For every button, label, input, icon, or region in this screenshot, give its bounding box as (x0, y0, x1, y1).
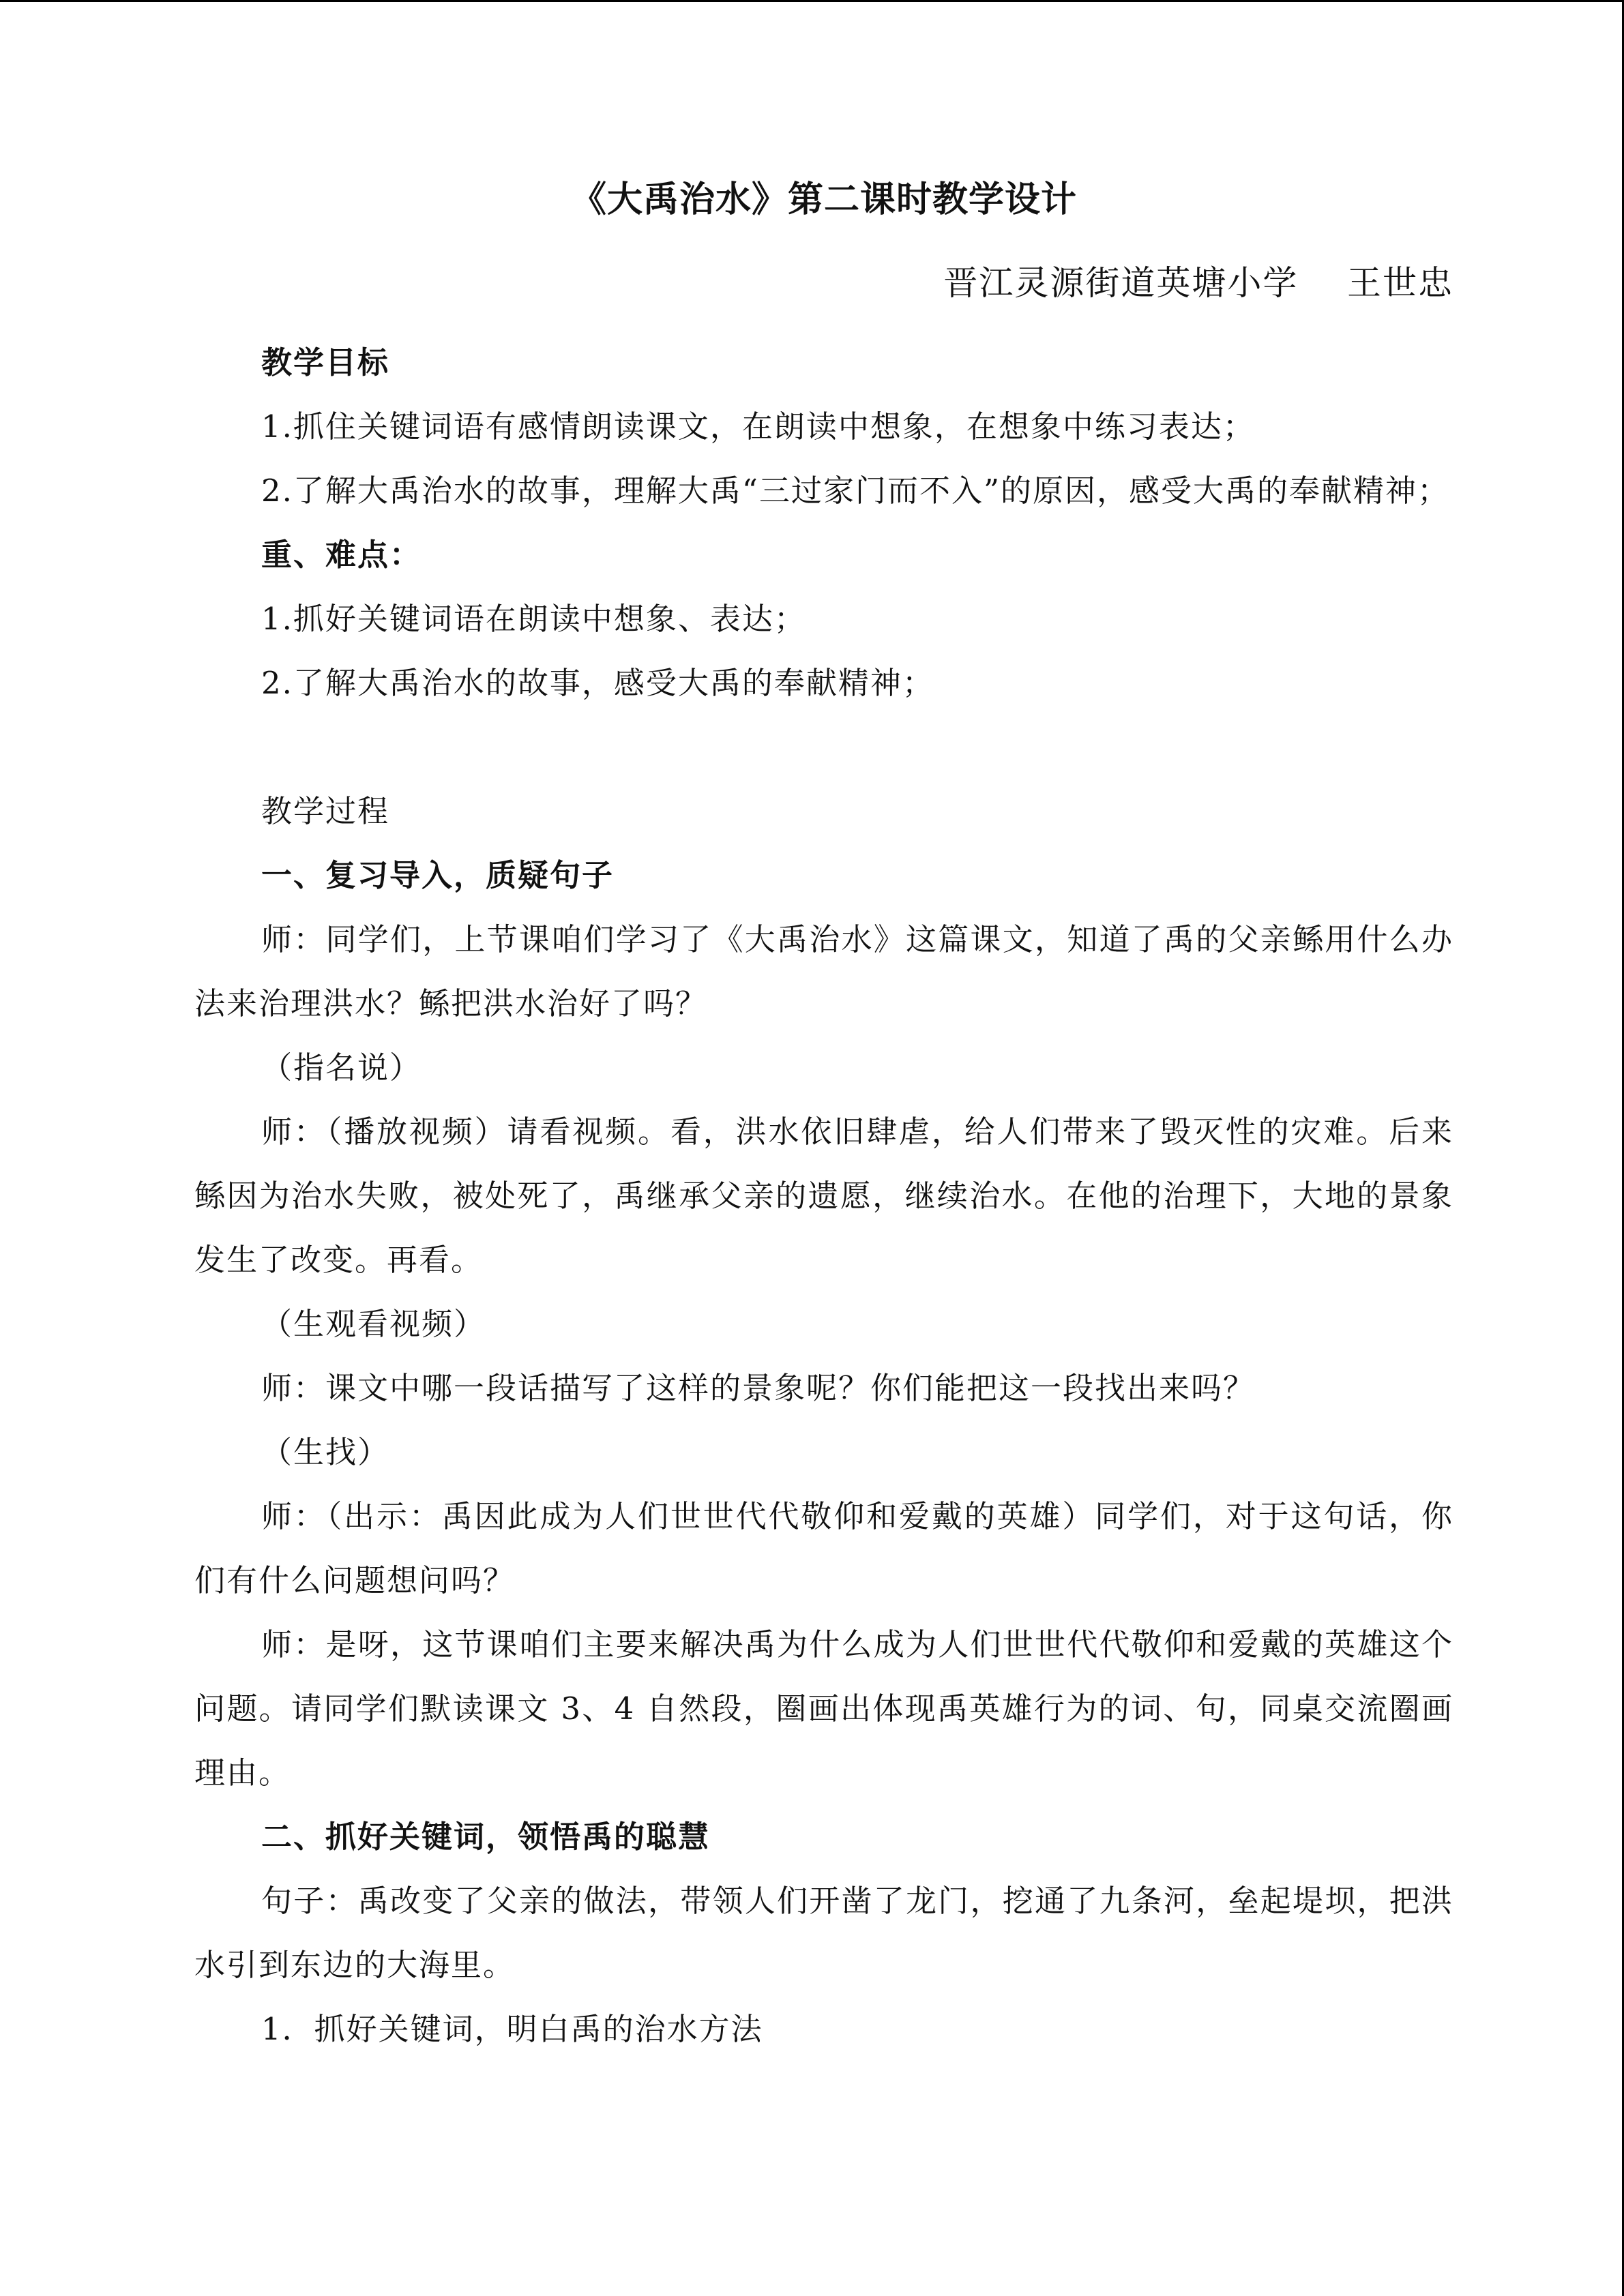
paragraph: 句子：禹改变了父亲的做法，带领人们开凿了龙门，挖通了九条河，垒起堤坝，把洪水引到东边的大海里。 (194, 1883, 1453, 1983)
author-line: 晋江灵源街道英塘小学 王世忠 (943, 263, 1453, 303)
part-two-heading: 二、抓好关键词，领悟禹的聪慧 (261, 1819, 711, 1855)
objective-1: 1.抓住关键词语有感情朗读课文，在朗读中想象，在想象中练习表达； (261, 408, 1255, 445)
paragraph: 师：（出示：禹因此成为人们世世代代敬仰和爱戴的英雄）同学们，对于这句话，你们有什么问题想问吗？ (194, 1498, 1453, 1598)
document-body (194, 331, 1453, 2061)
blank-line (194, 715, 1453, 779)
page-title: 《大禹治水》第二课时教学设计 (570, 179, 1077, 220)
paragraph: 1．抓好关键词，明白禹的治水方法 (261, 2011, 763, 2047)
section-heading-process: 教学过程 (261, 793, 390, 829)
section-heading-key-points: 重、难点： (261, 537, 422, 573)
objective-2: 2.了解大禹治水的故事，理解大禹“三过家门而不入”的原因，感受大禹的奉献精神； (261, 473, 1449, 509)
key-point-1: 1.抓好关键词语在朗读中想象、表达； (261, 601, 806, 637)
paragraph: （指名说） (261, 1049, 422, 1086)
paragraph: 师：（播放视频）请看视频。看，洪水依旧肆虐，给人们带来了毁灭性的灾难。后来鲧因为治水失败，被处死了，禹继承父亲的遗愿，继续治水。在他的治理下，大地的景象发生了改变。再看。 (194, 1114, 1453, 1278)
paragraph: 师：课文中哪一段话描写了这样的景象呢？你们能把这一段找出来吗？ (261, 1370, 1256, 1406)
section-heading-objectives: 教学目标 (261, 344, 390, 381)
paragraph: 师：同学们，上节课咱们学习了《大禹治水》这篇课文，知道了禹的父亲鲧用什么办法来治理洪水？鲧把洪水治好了吗？ (194, 921, 1453, 1022)
paragraph: （生观看视频） (261, 1306, 486, 1342)
key-point-2: 2.了解大禹治水的故事，感受大禹的奉献精神； (261, 665, 934, 701)
paragraph: （生找） (261, 1434, 390, 1470)
part-one-heading: 一、复习导入，质疑句子 (261, 857, 615, 893)
paragraph: 师：是呀，这节课咱们主要来解决禹为什么成为人们世世代代敬仰和爱戴的英雄这个问题。请同学们默读课文 3、4 自然段，圈画出体现禹英雄行为的词、句，同桌交流圈画理由。 (194, 1626, 1453, 1791)
